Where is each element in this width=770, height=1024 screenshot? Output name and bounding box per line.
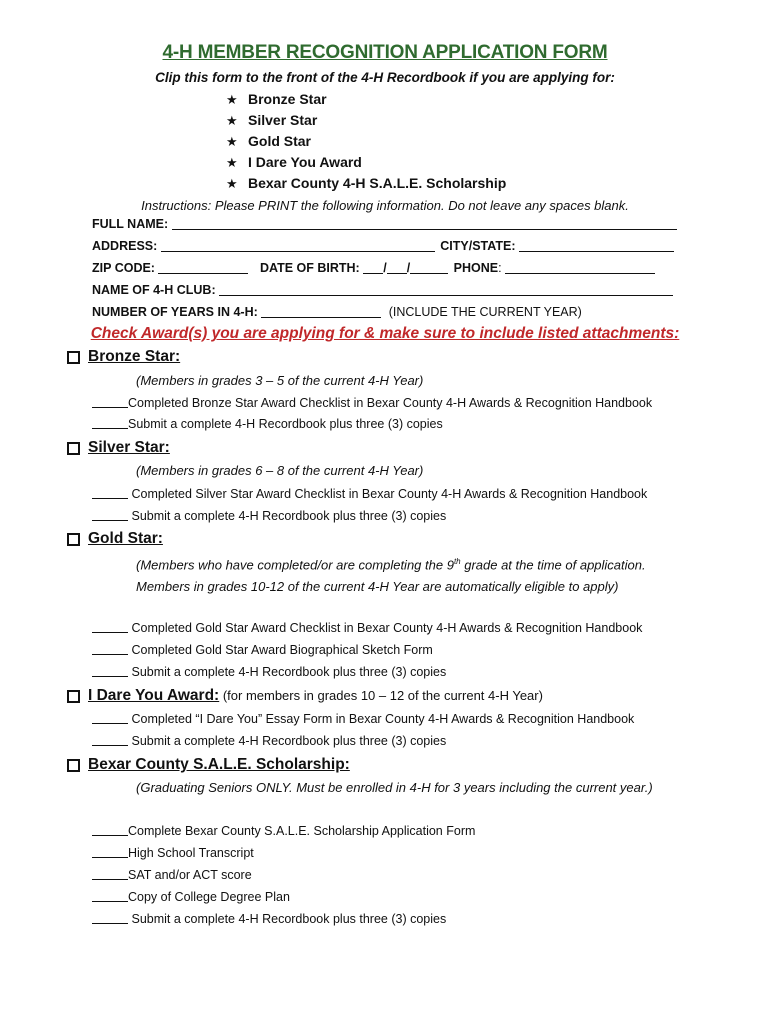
list-item: [92, 618, 642, 638]
requirement-text: Submit a complete 4-H Recordbook plus three (3) copies: [131, 734, 447, 748]
gold-star-checkbox[interactable]: [67, 533, 80, 546]
requirement-text: Completed Bronze Star Award Checklist in Bexar County 4-H Awards & Recognition Handbook: [128, 396, 653, 410]
silver-eligibility: (Members in grades 6 – 8 of the current 4-H Year): [136, 463, 424, 478]
dob-label: DATE OF BIRTH:: [259, 261, 360, 275]
list-item: [92, 414, 443, 434]
requirement-text: Completed Gold Star Award Biographical Sketch Form: [131, 643, 433, 657]
instructions-text: Instructions: Please PRINT the following information. Do not leave any spaces blank.: [141, 198, 629, 213]
silver-star-section: [67, 436, 170, 460]
list-item: [92, 821, 475, 841]
form-title: 4-H MEMBER RECOGNITION APPLICATION FORM: [162, 42, 608, 63]
address-row: [92, 236, 674, 256]
i-dare-you-title: I Dare You Award:: [88, 687, 220, 704]
sale-scholarship-section: [67, 753, 350, 777]
list-item: [92, 709, 634, 729]
star-icon: ★: [226, 134, 238, 149]
full-name-field[interactable]: [172, 215, 677, 230]
star-icon: ★: [226, 155, 238, 170]
bronze-star-title: Bronze Star:: [88, 348, 181, 365]
list-item: [92, 909, 446, 929]
sale-scholarship-checkbox[interactable]: [67, 759, 80, 772]
award-list-label: Bronze Star: [248, 91, 327, 107]
requirement-blank[interactable]: [92, 844, 128, 858]
gold-eligibility-text: (Members who have completed/or are completing the 9: [136, 557, 454, 573]
dob-separator: /: [406, 261, 411, 275]
full-name-label: FULL NAME:: [92, 217, 169, 231]
requirement-text: Submit a complete 4-H Recordbook plus three (3) copies: [128, 417, 443, 431]
requirement-text: Copy of College Degree Plan: [128, 890, 290, 904]
sale-eligibility: (Graduating Seniors ONLY. Must be enrolled in 4-H for 3 years including the current year.): [136, 780, 653, 795]
i-dare-you-note: (for members in grades 10 – 12 of the current 4-H Year): [219, 688, 543, 703]
club-row: [92, 280, 673, 300]
list-item: [92, 662, 446, 682]
star-icon: ★: [226, 92, 238, 107]
requirement-blank[interactable]: [92, 822, 128, 836]
requirement-blank[interactable]: [92, 485, 128, 499]
list-item: [92, 865, 252, 885]
bronze-eligibility: (Members in grades 3 – 5 of the current 4-H Year): [136, 373, 424, 388]
gold-eligibility: [136, 551, 681, 598]
requirement-blank[interactable]: [92, 866, 128, 880]
bronze-star-checkbox[interactable]: [67, 351, 80, 364]
gold-star-section: [67, 527, 163, 551]
requirement-text: Submit a complete 4-H Recordbook plus three (3) copies: [131, 509, 447, 523]
list-item: [92, 484, 647, 504]
attachments-warning: Check Award(s) you are applying for & make sure to include listed attachments:: [90, 325, 680, 342]
bronze-star-section: [67, 345, 180, 369]
silver-star-checkbox[interactable]: [67, 442, 80, 455]
star-icon: ★: [226, 113, 238, 128]
star-icon: ★: [226, 176, 238, 191]
requirement-text: Submit a complete 4-H Recordbook plus three (3) copies: [131, 665, 447, 679]
zip-field[interactable]: [158, 259, 248, 274]
phone-field[interactable]: [505, 259, 655, 274]
requirement-text: Completed “I Dare You” Essay Form in Bexar County 4-H Awards & Recognition Handbook: [131, 712, 635, 726]
requirement-blank[interactable]: [92, 888, 128, 902]
club-field[interactable]: [219, 281, 673, 296]
form-subtitle: Clip this form to the front of the 4-H Recordbook if you are applying for:: [155, 70, 615, 85]
requirement-blank[interactable]: [92, 507, 128, 521]
city-state-field[interactable]: [519, 237, 674, 252]
requirement-text: Completed Gold Star Award Checklist in Bexar County 4-H Awards & Recognition Handbook: [131, 621, 643, 635]
dob-day-field[interactable]: [387, 259, 407, 274]
zip-dob-phone-row: [92, 258, 655, 278]
years-field[interactable]: [261, 303, 381, 318]
list-item: [92, 731, 446, 751]
list-item: [226, 152, 506, 173]
requirement-blank[interactable]: [92, 663, 128, 677]
list-item: [92, 640, 433, 660]
phone-colon: :: [498, 261, 502, 275]
full-name-row: [92, 214, 677, 234]
address-field[interactable]: [161, 237, 435, 252]
dob-month-field[interactable]: [363, 259, 383, 274]
phone-label: PHONE: [453, 261, 499, 275]
requirement-blank[interactable]: [92, 619, 128, 633]
requirement-blank[interactable]: [92, 732, 128, 746]
sale-scholarship-title: Bexar County S.A.L.E. Scholarship:: [88, 756, 350, 773]
years-note: (INCLUDE THE CURRENT YEAR): [388, 305, 582, 319]
list-item: [226, 131, 506, 152]
address-label: ADDRESS:: [92, 239, 158, 253]
city-state-label: CITY/STATE:: [440, 239, 516, 253]
club-label: NAME OF 4-H CLUB:: [92, 283, 216, 297]
gold-eligibility-suffix: th: [453, 557, 461, 566]
list-item: [92, 887, 290, 907]
years-row: [92, 302, 582, 322]
list-item: [92, 393, 652, 413]
i-dare-you-section: [67, 684, 543, 708]
award-list-label: Gold Star: [248, 133, 312, 149]
requirement-text: Completed Silver Star Award Checklist in Bexar County 4-H Awards & Recognition Handbook: [131, 487, 648, 501]
zip-label: ZIP CODE:: [92, 261, 155, 275]
i-dare-you-checkbox[interactable]: [67, 690, 80, 703]
requirement-text: High School Transcript: [128, 846, 254, 860]
dob-year-field[interactable]: [410, 259, 448, 274]
list-item: [226, 110, 506, 131]
awards-list: [226, 89, 506, 194]
list-item: [92, 843, 254, 863]
award-list-label: I Dare You Award: [248, 154, 362, 170]
gold-eligibility-text: grade at the time of application. Members in grades 10-12 of the current 4-H Year are automatically eligible to apply): [136, 557, 646, 595]
list-item: [226, 173, 506, 194]
award-list-label: Silver Star: [248, 112, 318, 128]
requirement-blank[interactable]: [92, 641, 128, 655]
requirement-text: Submit a complete 4-H Recordbook plus three (3) copies: [131, 912, 447, 926]
list-item: [92, 506, 446, 526]
years-label: NUMBER OF YEARS IN 4-H:: [92, 305, 258, 319]
requirement-blank[interactable]: [92, 710, 128, 724]
award-list-label: Bexar County 4-H S.A.L.E. Scholarship: [248, 175, 507, 191]
gold-star-title: Gold Star:: [88, 530, 163, 547]
list-item: [226, 89, 506, 110]
requirement-text: SAT and/or ACT score: [128, 868, 252, 882]
silver-star-title: Silver Star:: [88, 439, 170, 456]
requirement-text: Complete Bexar County S.A.L.E. Scholarship Application Form: [128, 824, 476, 838]
requirement-blank[interactable]: [92, 415, 128, 429]
requirement-blank[interactable]: [92, 394, 128, 408]
dob-separator: /: [383, 261, 387, 275]
requirement-blank[interactable]: [92, 910, 128, 924]
